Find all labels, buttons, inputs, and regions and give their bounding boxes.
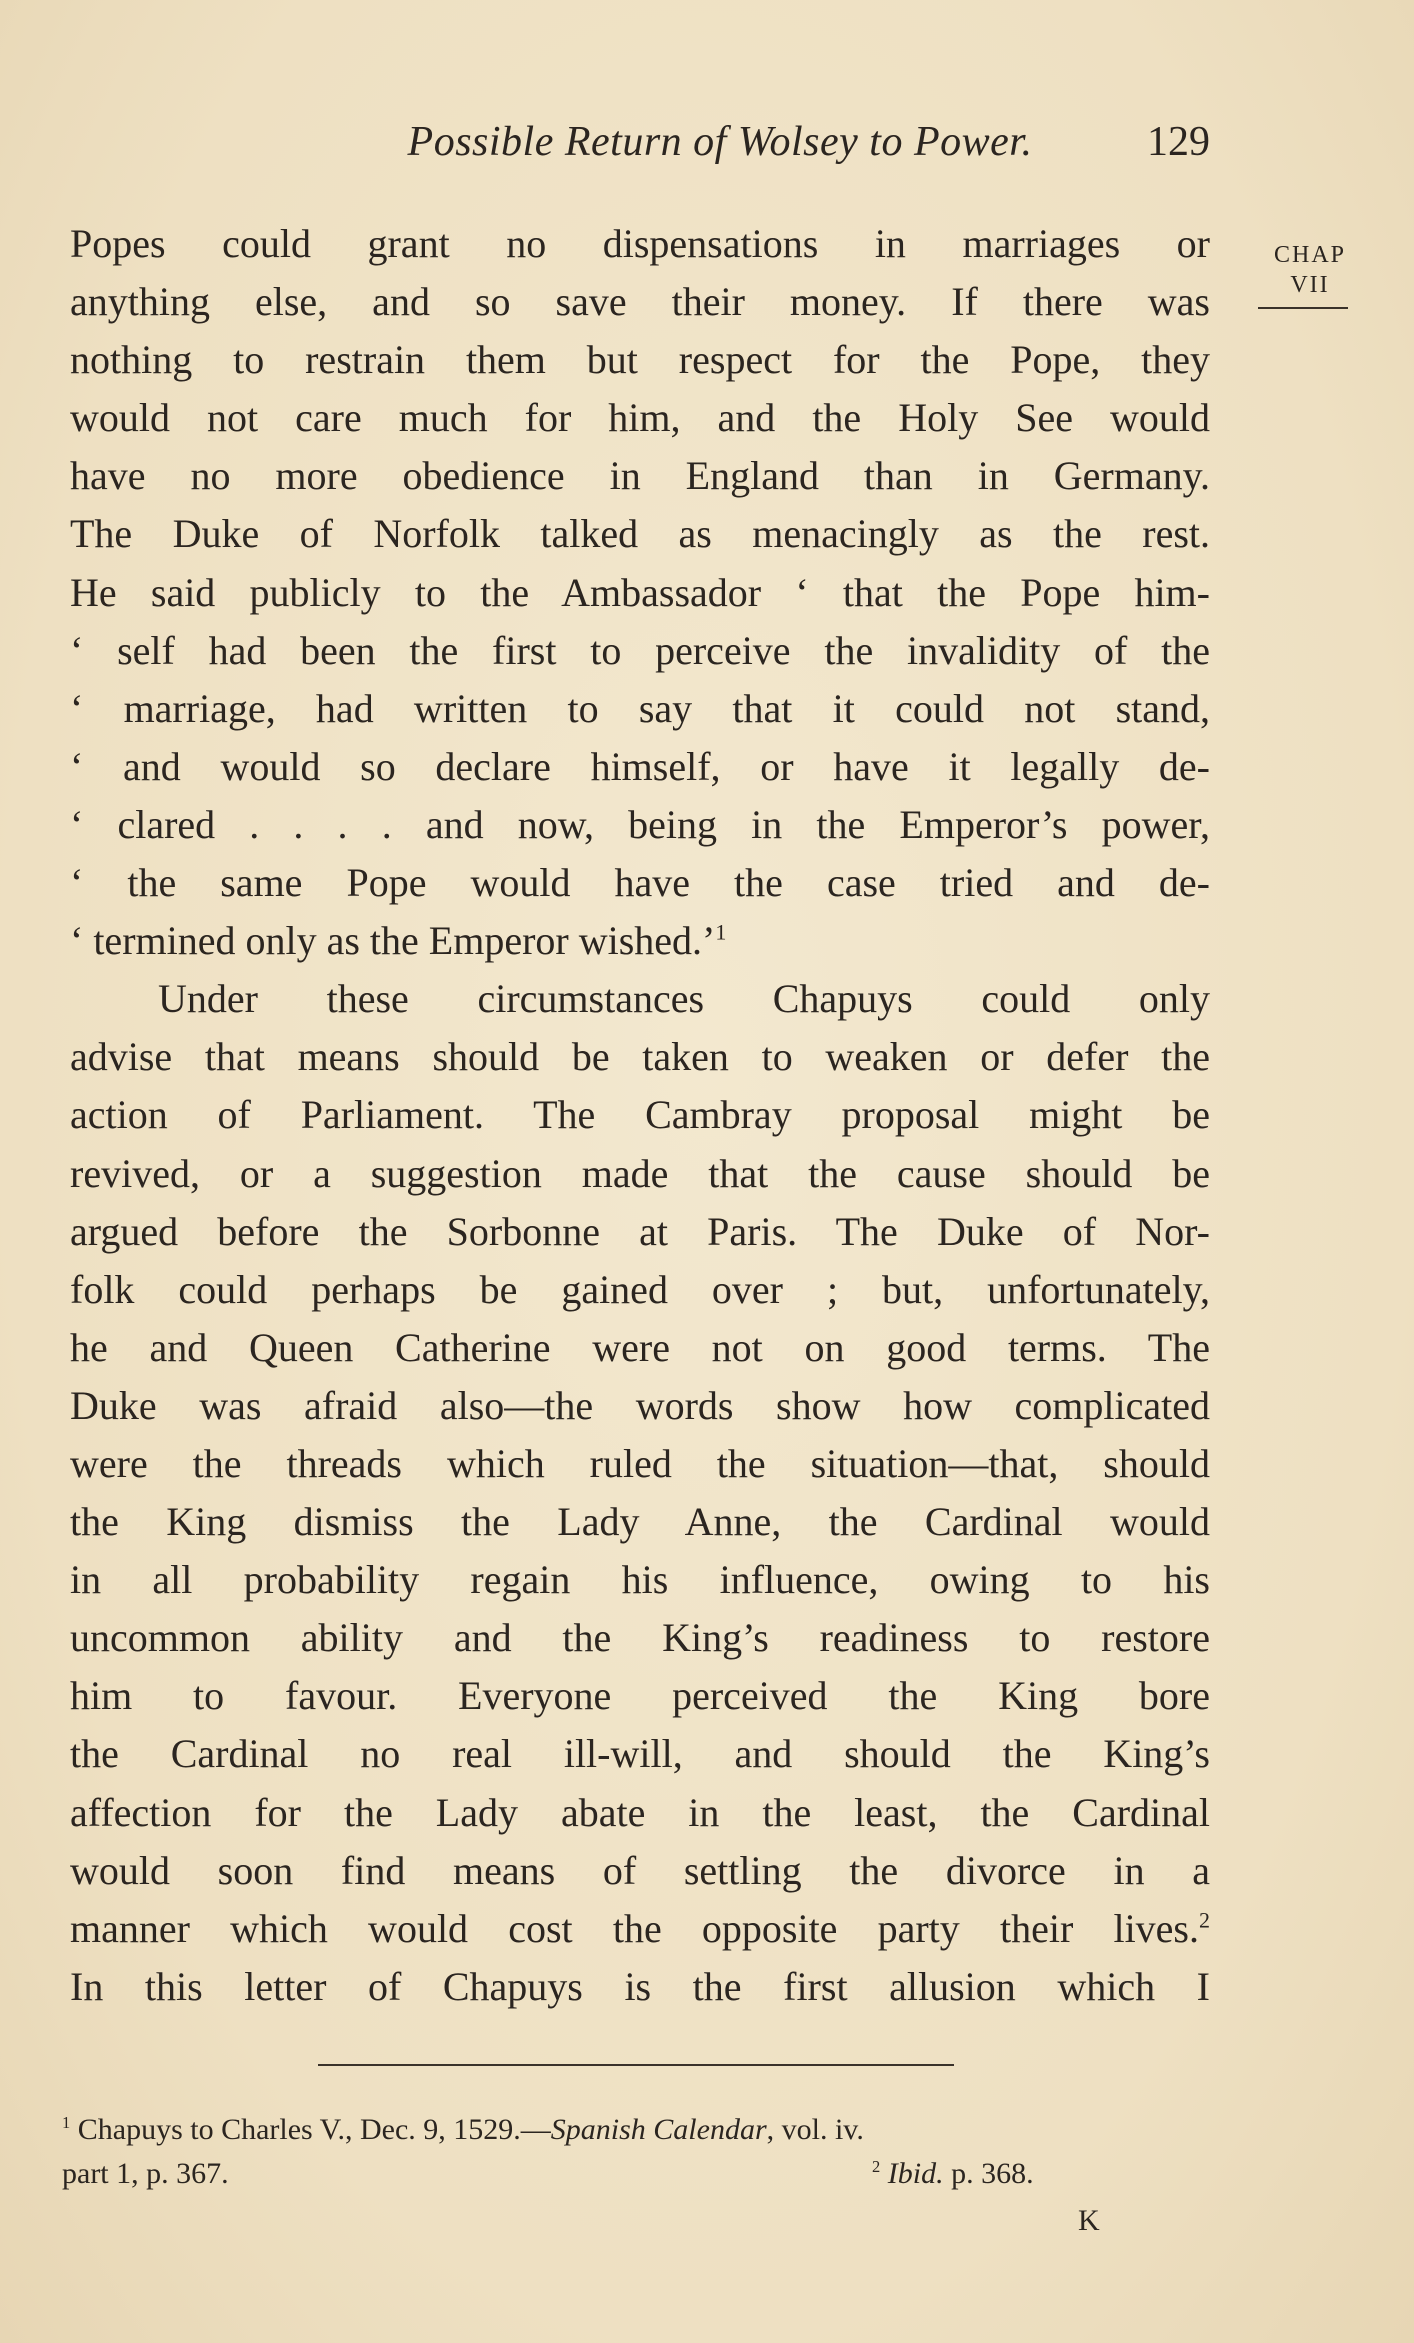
footnote-rule [318, 2064, 954, 2066]
text-line: folk could perhaps be gained over ; but, unfortunately, [70, 1266, 1210, 1312]
footnote-2 [872, 2152, 1414, 2196]
footnote-2-rest: p. 368. [943, 2157, 1034, 2190]
chapter-margin-note [1260, 240, 1360, 300]
footnote-2-source: Ibid. [887, 2157, 944, 2190]
margin-note-chap: CHAP [1273, 242, 1347, 268]
footnote-1 [62, 2108, 1212, 2152]
body-text [70, 215, 1210, 2016]
text-line: Popes could grant no dispensations in marriages or [70, 221, 1210, 266]
margin-note-rule [1258, 307, 1348, 309]
text-line: him to favour. Everyone perceived the King bore [70, 1673, 1210, 1719]
running-head-title: Possible Return of Wolsey to Power. [407, 119, 1033, 165]
text-line: argued before the Sorbonne at Paris. The Duke of Nor- [70, 1208, 1210, 1254]
footnote-ref-2: 2 [1199, 1907, 1210, 1933]
text-line-with-footnote [70, 912, 1210, 970]
footnote-2-marker: 2 [872, 2157, 881, 2176]
text-line: would soon find means of settling the divorce in a [70, 1847, 1210, 1893]
footnote-ref-1: 1 [715, 919, 727, 945]
text-line: have no more obedience in England than in Germany. [70, 453, 1210, 499]
text-line: would not care much for him, and the Holy See would [70, 395, 1210, 441]
text-line: he and Queen Catherine were not on good terms. The [70, 1324, 1210, 1370]
text-line: nothing to restrain them but respect for the Pope, they [70, 337, 1210, 383]
text-line: In this letter of Chapuys is the first allusion which I [70, 1963, 1210, 2009]
text-line: He said publicly to the Ambassador ‘ that the Pope him- [70, 569, 1210, 615]
running-head [70, 118, 1210, 178]
text-line-content: ‘ termined only as the Emperor wished.’ [70, 918, 716, 964]
text-line: action of Parliament. The Cambray proposal might be [70, 1092, 1210, 1138]
footnotes [62, 2108, 1212, 2240]
text-line: ‘ clared . . . . and now, being in the Emperor’s power, [70, 801, 1210, 847]
text-line: ‘ and would so declare himself, or have it legally de- [70, 743, 1210, 789]
text-line: Duke was afraid also—the words show how complicated [70, 1382, 1210, 1428]
text-line: The Duke of Norfolk talked as menacingly as the rest. [70, 511, 1210, 557]
paragraph-start-line: Under these circumstances Chapuys could only [158, 976, 1210, 1022]
page-number: 129 [1147, 119, 1210, 165]
text-line: revived, or a suggestion made that the cause should be [70, 1150, 1210, 1196]
footnote-1-rest: , vol. iv. [766, 2113, 864, 2146]
text-line: ‘ the same Pope would have the case tried and de- [70, 860, 1210, 906]
footnote-1-marker: 1 [62, 2113, 71, 2132]
text-line: the King dismiss the Lady Anne, the Cardinal would [70, 1499, 1210, 1545]
text-line: were the threads which ruled the situation—that, should [70, 1440, 1210, 1486]
footnote-1-source: Spanish Calendar [550, 2113, 767, 2146]
footnote-1-continuation: part 1, p. 367. [62, 2157, 229, 2190]
footnote-1-text: Chapuys to Charles V., Dec. 9, 1529.— [77, 2113, 551, 2146]
text-line: in all probability regain his influence, owing to his [70, 1557, 1210, 1603]
text-line: ‘ marriage, had written to say that it could not stand, [70, 685, 1210, 731]
signature-mark: K [1078, 2204, 1102, 2237]
text-line: uncommon ability and the King’s readiness to restore [70, 1615, 1210, 1661]
text-line: ‘ self had been the first to perceive the invalidity of the [70, 627, 1210, 673]
text-line: advise that means should be taken to weaken or defer the [70, 1034, 1210, 1080]
text-line: affection for the Lady abate in the least, the Cardinal [70, 1789, 1210, 1835]
text-line-with-footnote [70, 1900, 1210, 1958]
text-line: the Cardinal no real ill-will, and should the King’s [70, 1731, 1210, 1777]
margin-note-number: VII [1290, 272, 1330, 298]
text-line-content: manner which would cost the opposite party their lives. [70, 1905, 1199, 1951]
text-line: anything else, and so save their money. If there was [70, 279, 1210, 325]
